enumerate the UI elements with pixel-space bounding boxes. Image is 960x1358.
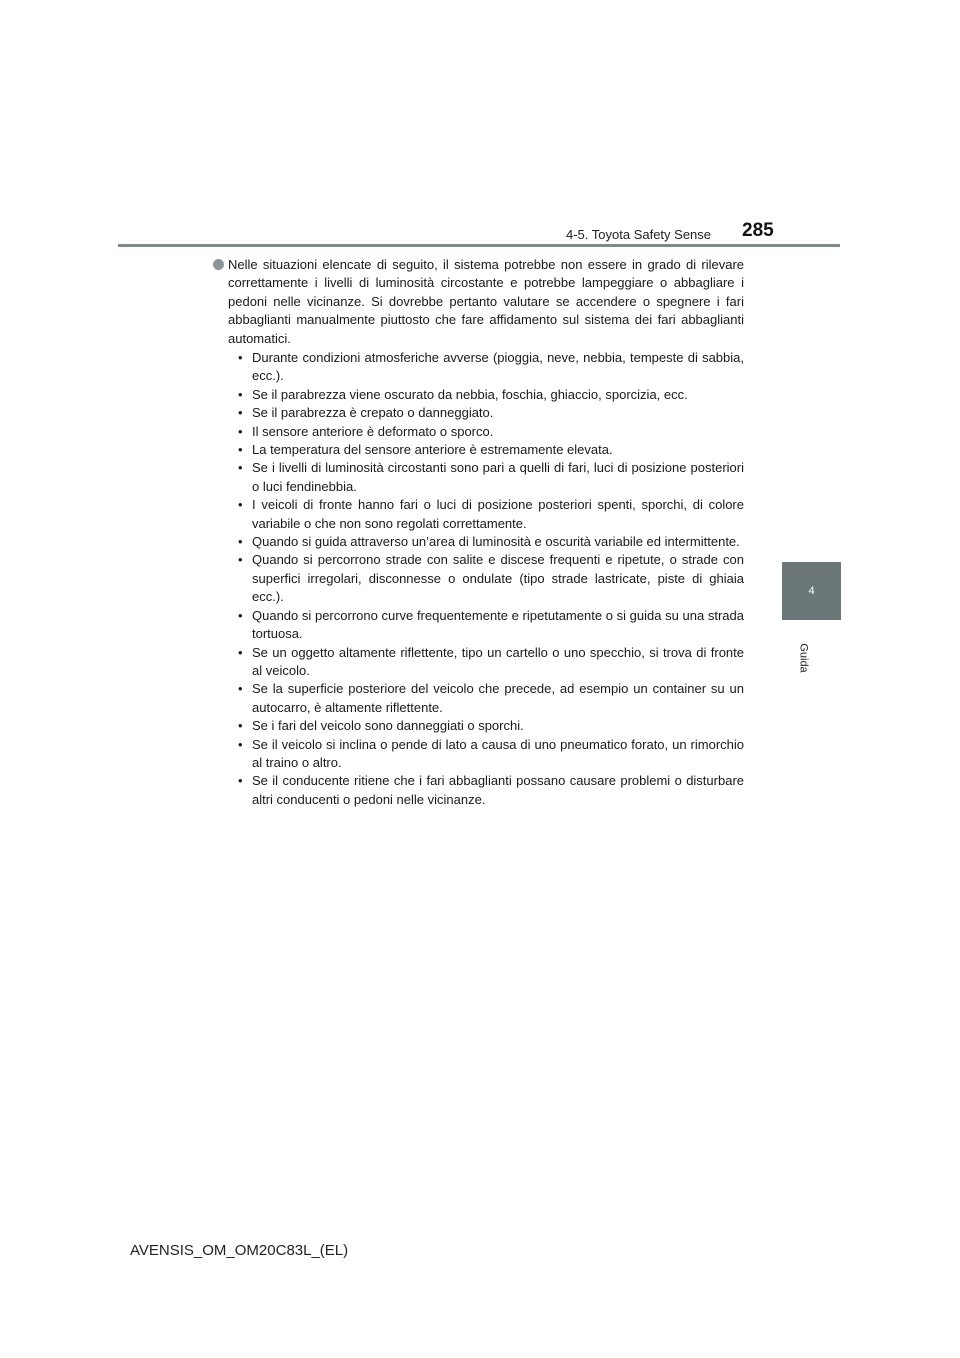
- list-item: [238, 404, 744, 422]
- list-item-text: Se la superficie posteriore del veicolo che precede, ad esempio un container su un autocarro, è altamente riflettente.: [252, 681, 744, 715]
- list-item: [238, 441, 744, 459]
- list-item-text: Se il conducente ritiene che i fari abbaglianti possano causare problemi o disturbare altri conducenti o pedoni nelle vicinanze.: [252, 773, 744, 807]
- list-item: [238, 736, 744, 773]
- page-number: 285: [742, 220, 774, 241]
- list-item: [238, 772, 744, 809]
- document-code: AVENSIS_OM_OM20C83L_(EL): [130, 1242, 349, 1259]
- list-item-text: Durante condizioni atmosferiche avverse (pioggia, neve, nebbia, tempeste di sabbia, ecc.).: [252, 350, 744, 384]
- section-title: 4-5. Toyota Safety Sense: [566, 227, 712, 242]
- bullet-icon: •: [238, 534, 243, 550]
- header-divider: [118, 244, 840, 247]
- list-item: [238, 551, 744, 606]
- chapter-label-container: [796, 628, 812, 688]
- bullet-icon: •: [238, 497, 243, 513]
- list-item: [238, 459, 744, 496]
- bullet-icon: •: [238, 350, 243, 365]
- list-item-text: Quando si guida attraverso un’area di luminosità e oscurità variabile ed intermittente.: [252, 534, 740, 550]
- list-item-text: Se il veicolo si inclina o pende di lato a causa di uno pneumatico forato, un rimorchio al traino o altro.: [252, 736, 744, 770]
- list-item-text: Se i fari del veicolo sono danneggiati o sporchi.: [252, 718, 524, 734]
- list-item: [238, 386, 744, 404]
- list-item-text: Se i livelli di luminosità circostanti sono pari a quelli di fari, luci di posizione posteriori o luci fendinebbia.: [252, 460, 744, 494]
- list-item-text: Se un oggetto altamente riflettente, tipo un cartello o uno specchio, si trova di fronte al veicolo.: [252, 644, 744, 678]
- list-item: [238, 644, 744, 681]
- bullet-icon: •: [238, 552, 243, 568]
- chapter-tab: [782, 562, 841, 620]
- list-item-text: Se il parabrezza è crepato o danneggiato.: [252, 405, 494, 421]
- bullet-icon: •: [238, 442, 243, 458]
- list-item-text: Il sensore anteriore è deformato o sporco.: [252, 423, 494, 439]
- bullet-icon: •: [238, 386, 243, 402]
- list-item-text: I veicoli di fronte hanno fari o luci di posizione posteriori spenti, sporchi, di colore variabile o che non sono regolati correttamente.: [252, 497, 744, 531]
- bullet-icon: •: [238, 423, 243, 439]
- bullet-icon: •: [238, 405, 243, 421]
- list-item: [238, 496, 744, 533]
- list-item: [238, 349, 744, 386]
- bullet-icon: •: [238, 644, 243, 660]
- list-item-text: Se il parabrezza viene oscurato da nebbia, foschia, ghiaccio, sporcizia, ecc.: [252, 386, 688, 402]
- list-item-text: La temperatura del sensore anteriore è estremamente elevata.: [252, 442, 613, 458]
- list-item: [238, 533, 744, 551]
- list-item-text: Quando si percorrono strade con salite e discese frequenti e ripetute, o strade con superfici irregolari, disconnesse o ondulate (tipo strade lastricate, piste di ghiaia ecc.).: [252, 552, 744, 605]
- intro-text: Nelle situazioni elencate di seguito, il sistema potrebbe non essere in grado di rilevare correttamente i livelli di luminosità circostante e potrebbe lampeggiare o abbagliare i pedoni nelle vicinanze. Si dovrebbe pertanto valutare se accendere o spegnere i fari abbaglianti manualmente piuttosto che fare affidamento sul sistema dei fari abbaglianti automatici.: [228, 257, 744, 346]
- chapter-label: Guida: [798, 643, 811, 673]
- list-item: [238, 607, 744, 644]
- condition-list: [238, 349, 744, 809]
- bullet-icon: •: [238, 773, 243, 789]
- circle-bullet-icon: [213, 259, 224, 270]
- list-item: [238, 717, 744, 735]
- bullet-icon: •: [238, 681, 243, 697]
- list-item: [238, 680, 744, 717]
- bullet-icon: •: [238, 460, 243, 476]
- bullet-icon: •: [238, 736, 243, 752]
- chapter-number: 4: [808, 585, 815, 597]
- bullet-icon: •: [238, 718, 243, 734]
- bullet-icon: •: [238, 607, 243, 623]
- list-item-text: Quando si percorrono curve frequentemente e ripetutamente o si guida su una strada tortuosa.: [252, 607, 744, 642]
- list-item: [238, 423, 744, 441]
- intro-paragraph: [228, 256, 744, 348]
